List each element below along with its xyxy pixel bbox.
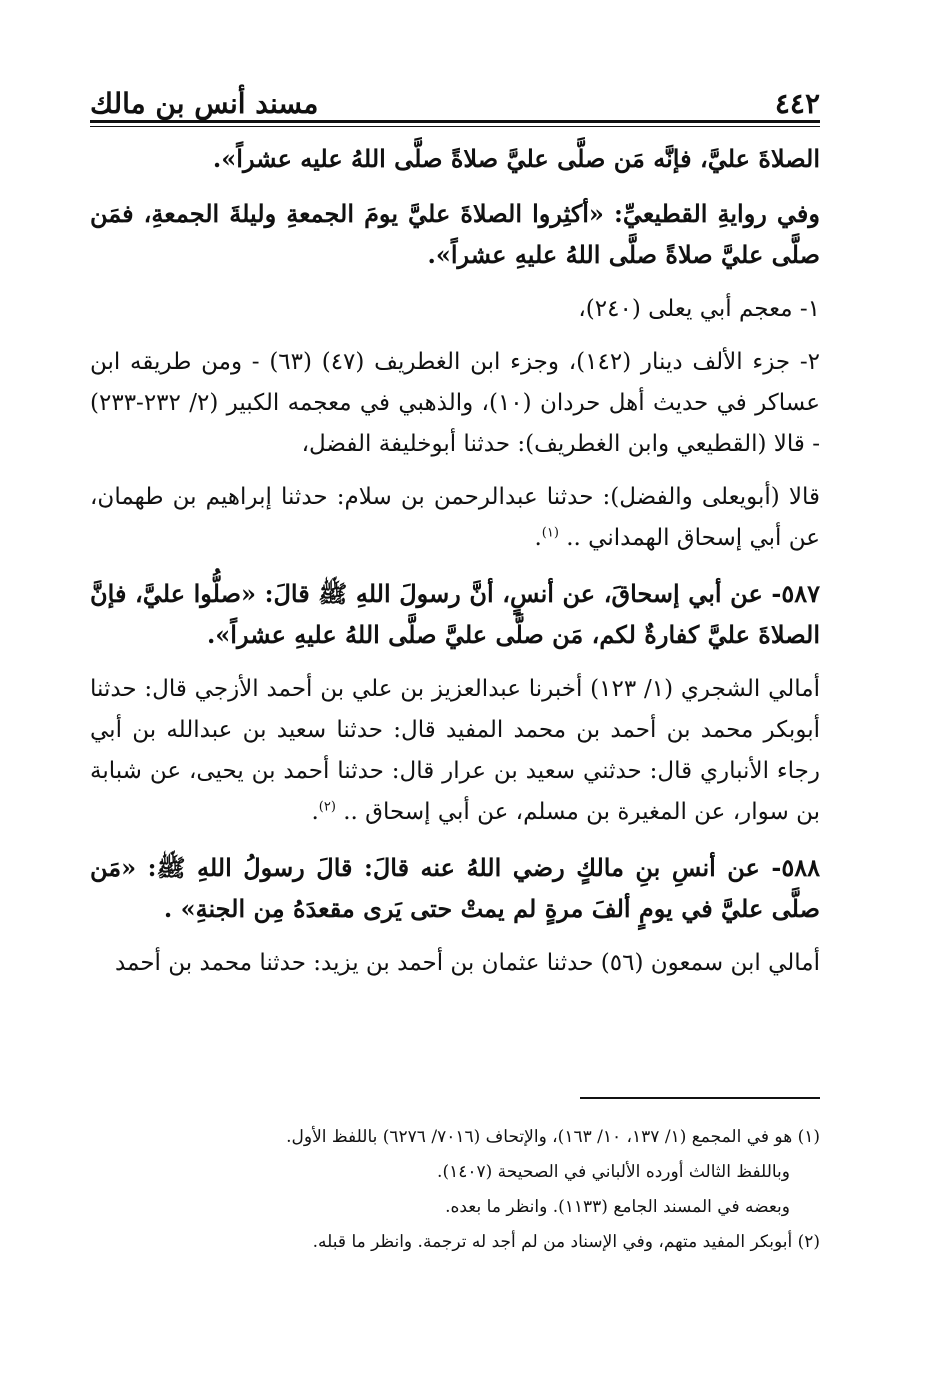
running-header [90, 78, 820, 122]
footnote-1-continued: وباللفظ الثالث أورده الألباني في الصحيحة (١٤٠٧). [437, 1162, 790, 1182]
paragraph-qatii-narration: وفي روايةِ القطيعيِّ: «أكثِروا الصلاةَ عليَّ يومَ الجمعةِ وليلةَ الجمعةِ، فمَن صلَّى عليَّ صلاةً صلَّى اللهُ عليهِ عشراً». [90, 199, 820, 269]
paragraph-isnad-3: أمالي ابن سمعون (٥٦) حدثنا عثمان بن أحمد بن يزيد: حدثنا محمد بن أحمد [114, 950, 820, 976]
header-rule-thin [90, 126, 820, 127]
footnote-1: (١) هو في المجمع (١/ ١٣٧، ١٠/ ١٦٣)، والإتحاف (٧٠١٦/ ٦٢٧٦) باللفظ الأول. [286, 1127, 820, 1147]
paragraph-hadith-588: ٥٨٨- عن أنسِ بنِ مالكٍ رضي اللهُ عنه قالَ: قالَ رسولُ اللهِ ﷺ: «مَن صلَّى عليَّ في يومٍ ألفَ مرةٍ لم يمتْ حتى يَرى مقعدَهُ مِن الجنةِ» . [90, 853, 821, 923]
footnote-1-continued-2: وبعضه في المسند الجامع (١١٣٣). وانظر ما بعده. [445, 1197, 790, 1217]
paragraph-isnad-1 [90, 477, 820, 559]
footnote-2: (٢) أبوبكر المفيد متهم، وفي الإسناد من لم أجد له ترجمة. وانظر ما قبله. [312, 1232, 820, 1252]
isnad-1-end: . [534, 525, 542, 551]
header-title: مسند أنس بن مالك [90, 87, 319, 120]
paragraph-hadith-end: الصلاةَ عليَّ، فإنَّه مَن صلَّى عليَّ صلاةً صلَّى اللهُ عليه عشراً». [212, 144, 820, 173]
paragraph-hadith-587: ٥٨٧- عن أبي إسحاقَ، عن أنسٍ، أنَّ رسولَ اللهِ ﷺ قالَ: «صلُّوا عليَّ، فإنَّ الصلاةَ عليَّ كفارةٌ لكم، مَن صلَّى عليَّ صلَّى اللهُ عليهِ عشراً». [90, 579, 820, 649]
isnad-1-text: قالا (أبويعلى والفضل): حدثنا عبدالرحمن بن سلام: حدثنا إبراهيم بن طهمان، عن أبي إسحاق الهمداني .. [90, 484, 820, 551]
page-number: ٤٤٢ [774, 87, 820, 120]
footnote-ref-2[interactable]: (٢) [318, 799, 336, 815]
paragraph-isnad-2 [90, 669, 820, 833]
footnotes [90, 1120, 820, 1260]
isnad-2-end: . [311, 799, 319, 825]
header-rule [90, 120, 820, 123]
paragraph-source-2: ٢- جزء الألف دينار (١٤٢)، وجزء ابن الغطريف (٤٧) (٦٣) - ومن طريقه ابن عساكر في حديث أهل حردان (١٠)، والذهبي في معجمه الكبير (٢/ ٢٣٢-٢٣٣) - قالا (القطيعي وابن الغطريف): حدثنا أبوخليفة الفضل، [90, 349, 821, 457]
footnote-separator [580, 1097, 820, 1099]
isnad-2-text: أمالي الشجري (١/ ١٢٣) أخبرنا عبدالعزيز بن علي بن أحمد الأزجي قال: حدثنا أبوبكر محمد بن أحمد بن محمد المفيد قال: حدثنا سعيد بن عبدالله بن أبي رجاء الأنباري قال: حدثني سعيد بن عرار قال: حدثنا أحمد بن يحيى، عن شبابة بن سوار، عن المغيرة بن مسلم، عن أبي إسحاق .. [90, 676, 821, 825]
main-text [90, 138, 820, 998]
footnote-ref-1[interactable]: (١) [541, 525, 559, 541]
paragraph-source-1: ١- معجم أبي يعلى (٢٤٠)، [578, 296, 820, 322]
